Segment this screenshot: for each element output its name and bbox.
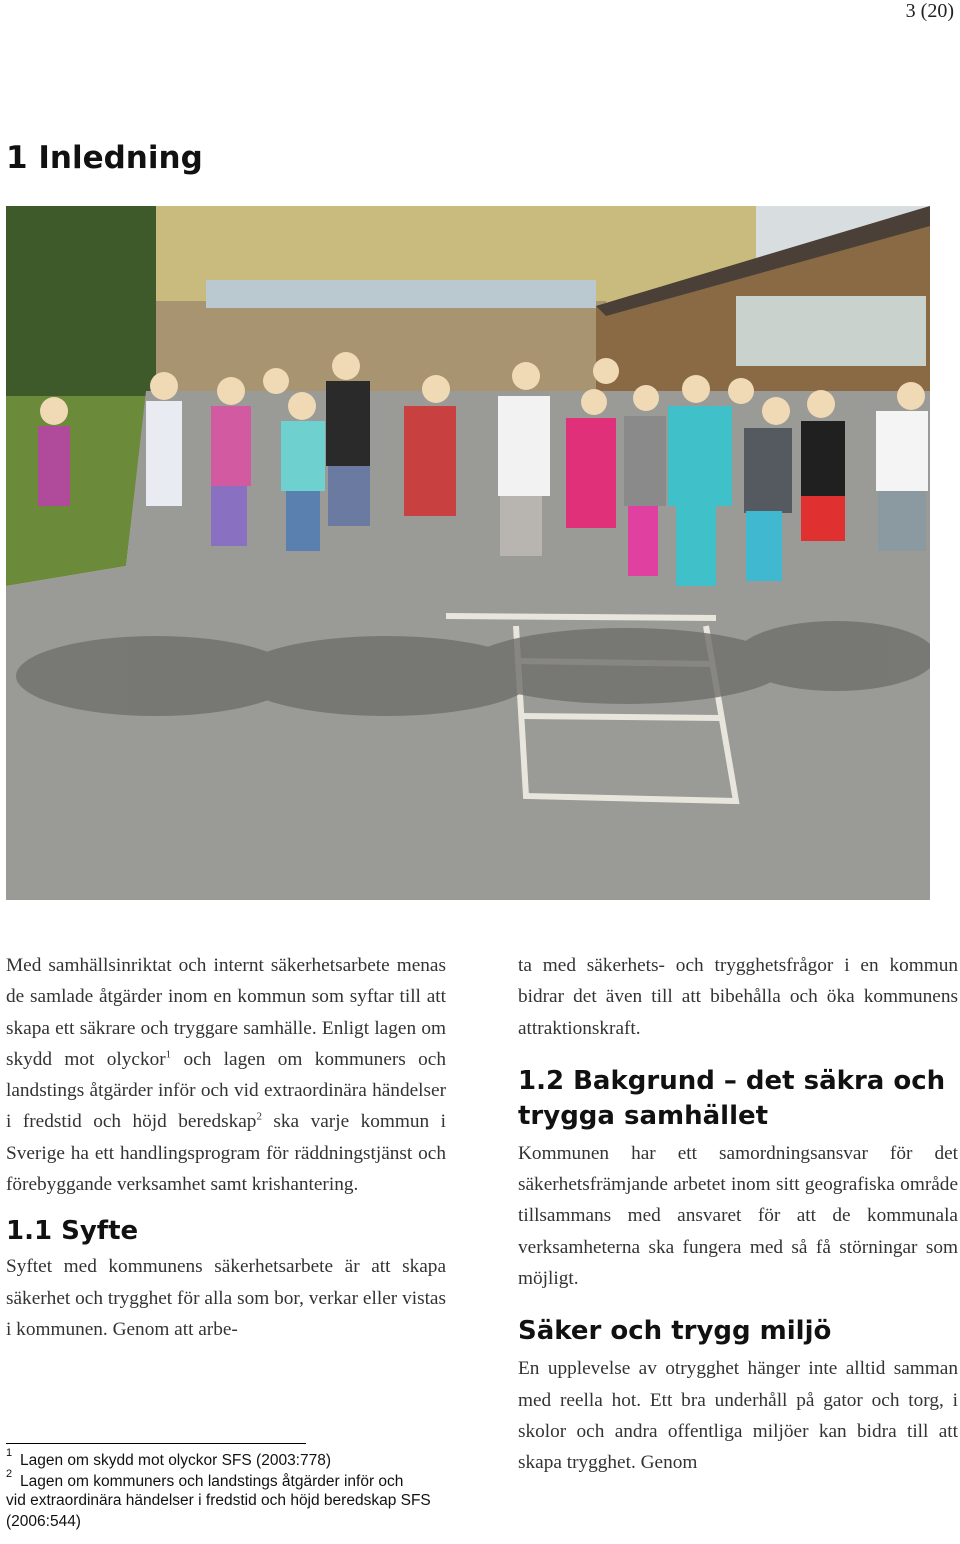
continuation-paragraph: ta med säkerhets- och trygghetsfrågor i en kommun bidrar det även till att bibehålla och öka kommunens attraktionskraft. xyxy=(518,955,958,1039)
miljo-paragraph: En upplevelse av otrygghet hänger inte alltid samman med reella hot. Ett bra underhåll på gator och torg, i skolor och andra offentliga miljöer kan bidra till att skapa trygghet. Genom xyxy=(518,1358,958,1474)
footnote-number: 2 xyxy=(6,1468,13,1480)
heading-syfte: 1.1 Syfte xyxy=(6,1216,139,1247)
chapter-title: 1 Inledning xyxy=(6,140,203,176)
footnotes xyxy=(6,1447,456,1532)
footnote-divider xyxy=(6,1443,306,1444)
page-number: 3 (20) xyxy=(905,0,954,22)
schoolyard-children-photo xyxy=(6,206,930,900)
intro-text-2: och lagen om kommuners och landstings åtgärder inför och vid extraordinära händelser i fredstid och höjd beredskap xyxy=(6,1048,446,1133)
heading-saker-och-trygg-miljo: Säker och trygg miljö xyxy=(518,1316,832,1347)
intro-text-1: Med samhällsinriktat och internt säkerhetsarbete menas de samlade åtgärder inom en kommun som syftar till att skapa ett säkrare och tryggare samhälle. Enligt lagen om skydd mot olyckor xyxy=(6,955,446,1070)
footnote-1 xyxy=(6,1447,456,1471)
intro-paragraph xyxy=(6,950,446,1200)
photo-windows xyxy=(206,280,596,308)
footnote-ref-2[interactable]: 2 xyxy=(256,1111,262,1124)
photo-right-windows xyxy=(736,296,926,366)
photo-trees xyxy=(6,206,176,406)
footnote-2 xyxy=(6,1468,456,1492)
footnote-number: 1 xyxy=(6,1447,13,1459)
intro-text-3: ska varje kommun i Sverige ha ett handlingsprogram för räddningstjänst och förebyggande verksamhet samt krishantering. xyxy=(6,1111,446,1196)
right-column xyxy=(518,950,958,1479)
syfte-paragraph: Syftet med kommunens säkerhetsarbete är att skapa säkerhet och trygghet för alla som bor, verkar eller vistas i kommunen. Genom att arbe- xyxy=(6,1256,446,1340)
heading-bakgrund: 1.2 Bakgrund – det säkra och trygga samhället xyxy=(518,1065,946,1131)
footnote-text: Lagen om kommuners och landstings åtgärder inför och xyxy=(20,1473,404,1490)
left-column xyxy=(6,950,446,1345)
footnote-text: Lagen om skydd mot olyckor SFS (2003:778) xyxy=(20,1452,332,1469)
photo-grass xyxy=(6,396,146,586)
footnote-ref-1[interactable]: 1 xyxy=(165,1048,172,1061)
bakgrund-paragraph: Kommunen har ett samordningsansvar för det säkerhetsfrämjande arbetet inom sitt geografiska område tillsammans med ansvaret för att de kommunala verksamheterna ska fungera med så få störningar som möjligt. xyxy=(518,1142,958,1290)
footnote-2-continued: vid extraordinära händelser i fredstid och höjd beredskap SFS (2006:544) xyxy=(6,1492,431,1530)
